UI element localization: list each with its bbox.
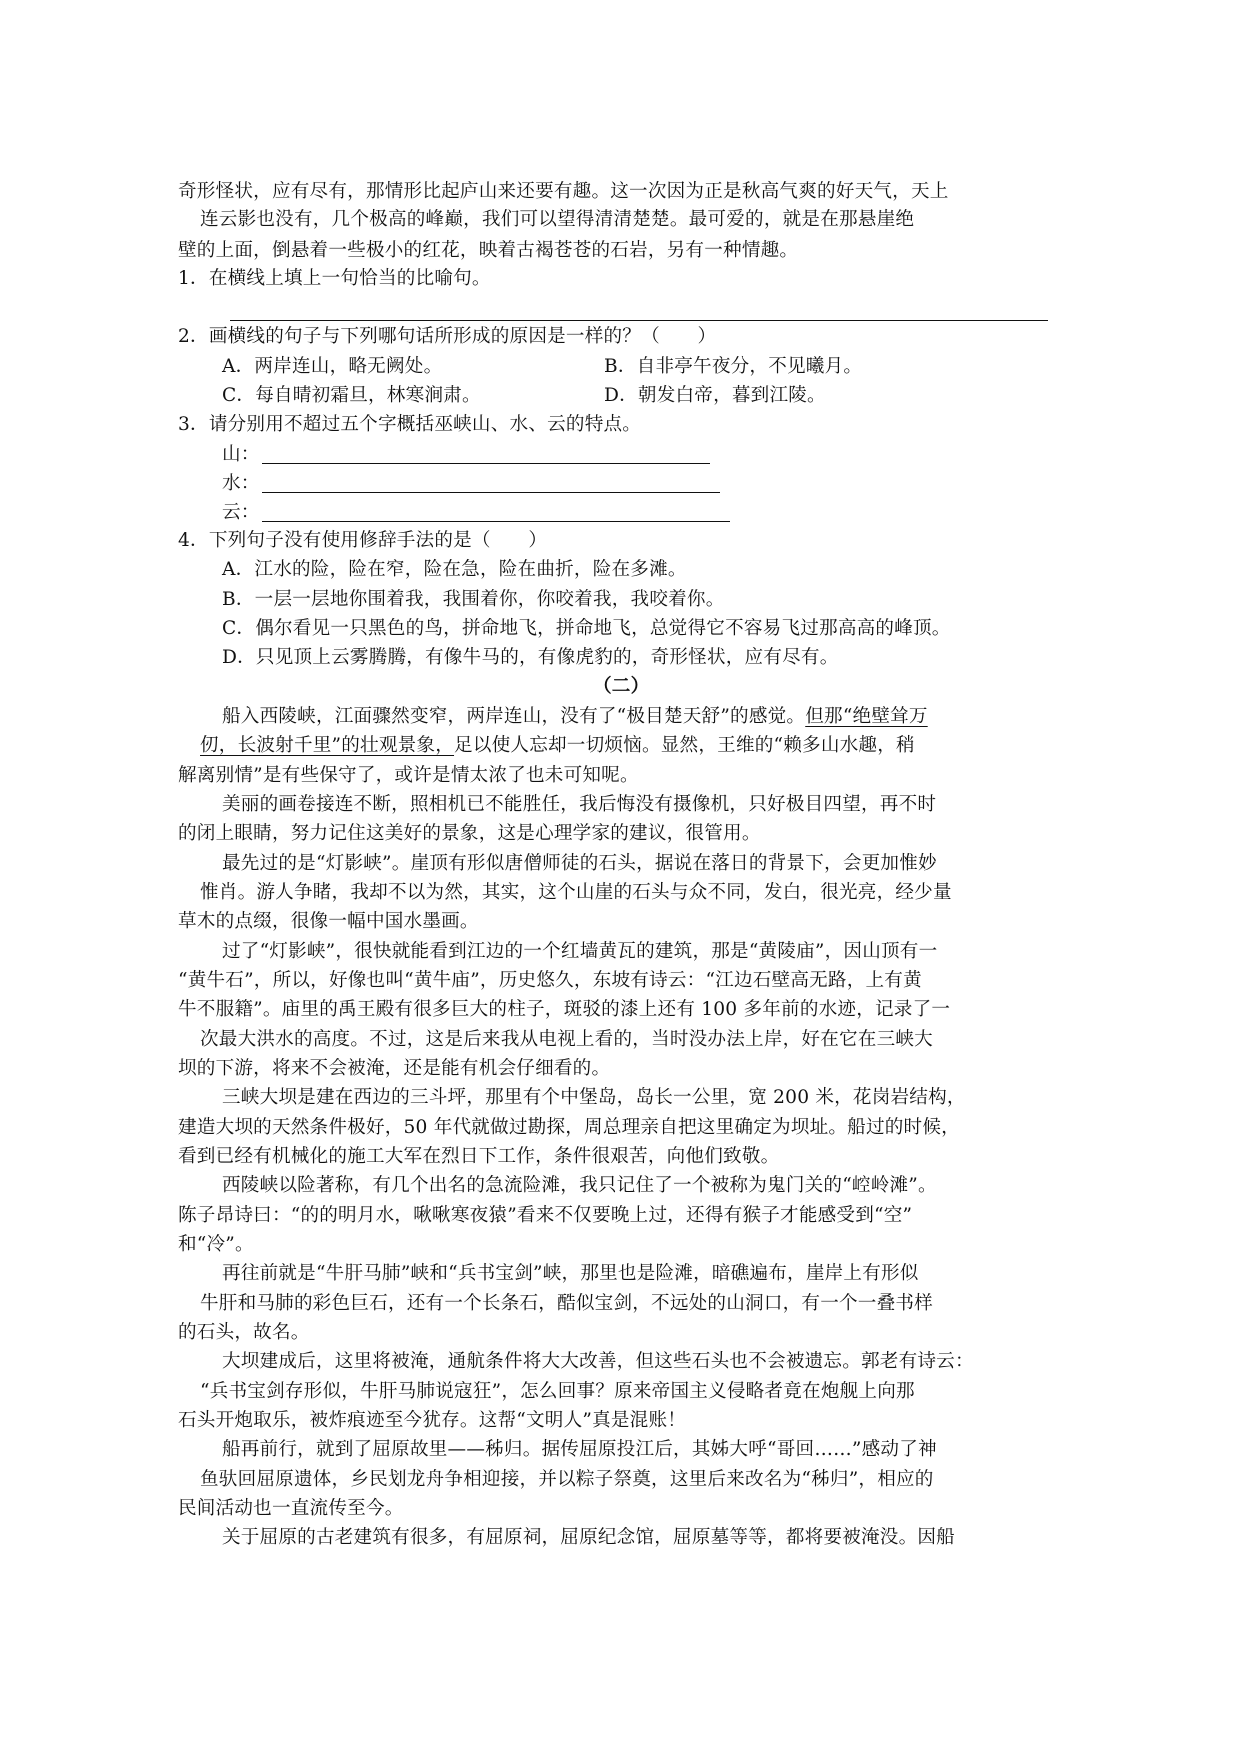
paragraph-line: 船入西陵峡，江面骤然变窄，两岸连山，没有了“极目楚天舒”的感觉。但那“绝壁耸万 — [222, 706, 928, 727]
question-3: 3．请分别用不超过五个字概括巫峡山、水、云的特点。 — [178, 414, 642, 435]
paragraph-line: 陈子昂诗曰：“的的明月水，啾啾寒夜猿”看来不仅要晚上过，还得有猴子才能感受到“空” — [178, 1205, 913, 1226]
option-b: B．自非亭午夜分，不见曦月。 — [604, 356, 863, 377]
paragraph-line: 牛不服籍”。庙里的禹王殿有很多巨大的柱子，斑驳的漆上还有 100 多年前的水迹，记录了一 — [178, 999, 951, 1020]
paragraph-line: 过了“灯影峡”，很快就能看到江边的一个红墙黄瓦的建筑，那是“黄陵庙”，因山顶有一 — [222, 941, 938, 962]
paragraph-line: 惟肖。游人争睹，我却不以为然，其实，这个山崖的石头与众不同，发白，很光亮，经少量 — [200, 882, 952, 903]
paragraph-line: 关于屈原的古老建筑有很多，有屈原祠，屈原纪念馆，屈原墓等等，都将要被淹没。因船 — [222, 1527, 955, 1548]
passage-line: 壁的上面，倒悬着一些极小的红花，映着古褐苍苍的石岩，另有一种情趣。 — [178, 240, 799, 261]
paragraph-line: “黄牛石”，所以，好像也叫“黄牛庙”，历史悠久，东坡有诗云：“江边石壁高无路，上有黄 — [178, 970, 922, 991]
section-title: （二） — [593, 676, 650, 697]
option-a: A．江水的险，险在窄，险在急，险在曲折，险在多滩。 — [222, 559, 687, 580]
answer-line — [230, 320, 1048, 321]
option-c: C．偶尔看见一只黑色的鸟，拼命地飞，拼命地飞，总觉得它不容易飞过那高高的峰顶。 — [222, 618, 951, 639]
question-1: 1．在横线上填上一句恰当的比喻句。 — [178, 268, 491, 289]
paragraph-line: 牛肝和马肺的彩色巨石，还有一个长条石，酷似宝剑，不远处的山洞口，有一个一叠书样 — [200, 1293, 933, 1314]
paragraph-line: 解离别情”是有些保守了，或许是情太浓了也未可知呢。 — [178, 765, 639, 786]
paragraph-line: 美丽的画卷接连不断，照相机已不能胜任，我后悔没有摄像机，只好极目四望，再不时 — [222, 794, 937, 815]
question-4: 4．下列句子没有使用修辞手法的是（ ） — [178, 530, 548, 551]
passage-line: 奇形怪状，应有尽有，那情形比起庐山来还要有趣。这一次因为正是秋高气爽的好天气，天上 — [178, 181, 949, 202]
paragraph-line: 草木的点缀，很像一幅中国水墨画。 — [178, 911, 479, 932]
paragraph-line: 石头开炮取乐，被炸痕迹至今犹存。这帮“文明人”真是混账！ — [178, 1410, 687, 1431]
paragraph-line: “兵书宝剑存形似，牛肝马肺说寇狂”，怎么回事？原来帝国主义侵略者竟在炮舰上向那 — [200, 1381, 915, 1402]
paragraph-line: 坝的下游，将来不会被淹，还是能有机会仔细看的。 — [178, 1058, 611, 1079]
option-b: B．一层一层地你围着我，我围着你，你咬着我，我咬着你。 — [222, 589, 725, 610]
answer-line — [262, 492, 720, 493]
paragraph-line: 船再前行，就到了屈原故里——秭归。据传屈原投江后，其姊大呼“哥回……”感动了神 — [222, 1439, 937, 1460]
paragraph-line: 和“冷”。 — [178, 1234, 254, 1255]
option-d: D．朝发白帝，暮到江陵。 — [604, 385, 826, 406]
option-a: A．两岸连山，略无阙处。 — [222, 356, 443, 377]
paragraph-line: 的石头，故名。 — [178, 1322, 310, 1343]
water-label: 水： — [222, 473, 260, 494]
answer-line — [262, 521, 730, 522]
paragraph-line: 民间活动也一直流传至今。 — [178, 1498, 404, 1519]
paragraph-line: 三峡大坝是建在西边的三斗坪，那里有个中堡岛，岛长一公里，宽 200 米，花岗岩结构， — [222, 1087, 966, 1108]
paragraph-line: 鱼驮回屈原遗体，乡民划龙舟争相迎接，并以粽子祭奠，这里后来改名为“秭归”，相应的 — [200, 1469, 934, 1490]
paragraph-line: 的闭上眼睛，努力记住这美好的景象，这是心理学家的建议，很管用。 — [178, 823, 761, 844]
paragraph-line: 仞，长波射千里”的壮观景象，足以使人忘却一切烦恼。显然，王维的“赖多山水趣，稍 — [200, 735, 915, 756]
paragraph-line: 看到已经有机械化的施工大军在烈日下工作，条件很艰苦，向他们致敬。 — [178, 1146, 780, 1167]
option-c: C．每自晴初霜旦，林寒涧肃。 — [222, 385, 481, 406]
option-d: D．只见顶上云雾腾腾，有像牛马的，有像虎豹的，奇形怪状，应有尽有。 — [222, 647, 839, 668]
paragraph-line: 最先过的是“灯影峡”。崖顶有形似唐僧师徒的石头，据说在落日的背景下，会更加惟妙 — [222, 853, 937, 874]
paragraph-line: 大坝建成后，这里将被淹，通航条件将大大改善，但这些石头也不会被遗忘。郭老有诗云： — [222, 1351, 974, 1372]
underlined-sentence: 仞，长波射千里”的壮观景象， — [200, 735, 455, 756]
paragraph-line: 次最大洪水的高度。不过，这是后来我从电视上看的，当时没办法上岸，好在它在三峡大 — [200, 1029, 933, 1050]
answer-line — [262, 463, 710, 464]
underlined-sentence: 但那“绝壁耸万 — [805, 706, 928, 727]
paragraph-line: 再往前就是“牛肝马肺”峡和“兵书宝剑”峡，那里也是险滩，暗礁遍布，崖岸上有形似 — [222, 1263, 919, 1284]
paragraph-line: 西陵峡以险著称，有几个出名的急流险滩，我只记住了一个被称为鬼门关的“崆岭滩”。 — [222, 1175, 937, 1196]
question-2: 2．画横线的句子与下列哪句话所形成的原因是一样的？（ ） — [178, 326, 717, 347]
paragraph-line: 建造大坝的天然条件极好，50 年代就做过勘探，周总理亲自把这里确定为坝址。船过的时候， — [178, 1117, 960, 1138]
cloud-label: 云： — [222, 502, 260, 523]
mountain-label: 山： — [222, 444, 260, 465]
passage-line: 连云影也没有，几个极高的峰巅，我们可以望得清清楚楚。最可爱的，就是在那悬崖绝 — [200, 209, 915, 230]
